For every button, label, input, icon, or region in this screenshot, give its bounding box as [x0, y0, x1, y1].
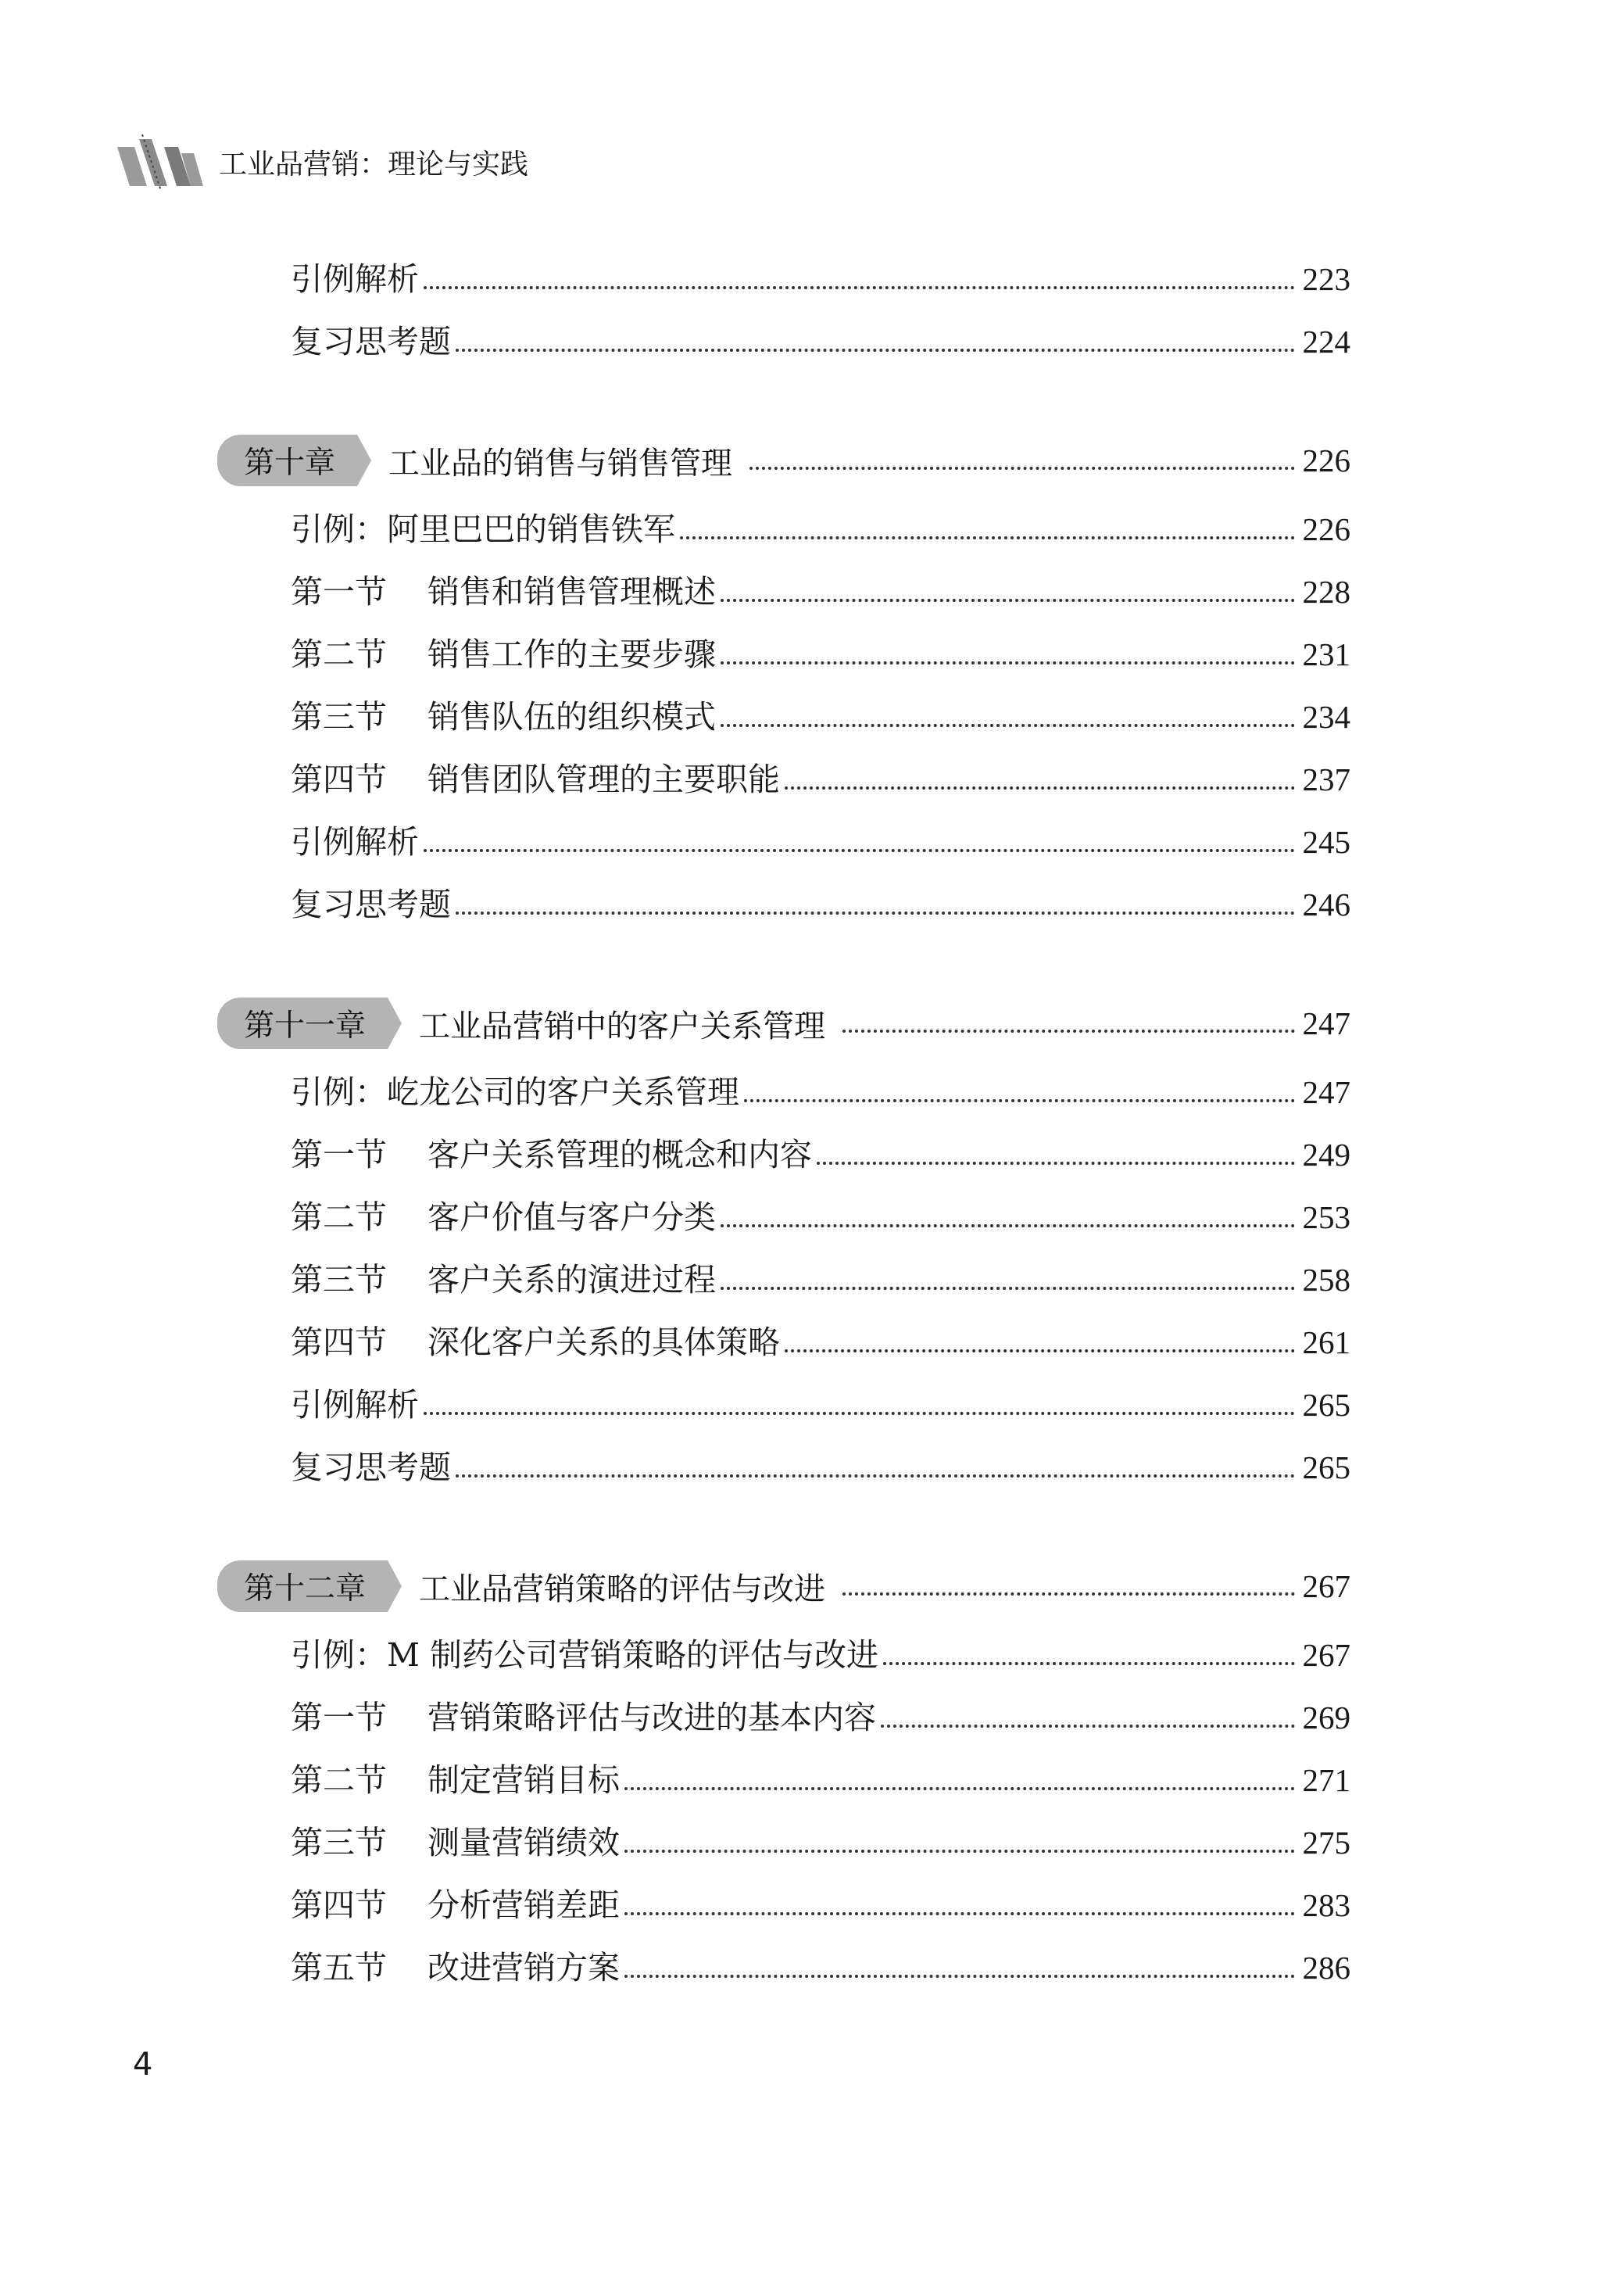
section-title: 客户关系的演进过程 [427, 1261, 716, 1298]
toc-entry-page: 246 [1302, 887, 1350, 922]
section-number: 第三节 [291, 1824, 387, 1861]
toc-entry-text: 引例解析 [291, 1386, 419, 1424]
toc-entry-page: 286 [1302, 1950, 1350, 1986]
chapter-page: 267 [1302, 1567, 1350, 1604]
dot-leader [624, 1975, 1295, 1978]
chapter-heading[interactable] [217, 435, 1350, 486]
toc-entry-page: 228 [1302, 574, 1350, 610]
chapter-page: 247 [1302, 1005, 1350, 1041]
dot-leader [456, 349, 1295, 352]
toc-entry-text [291, 1699, 876, 1736]
toc-entry[interactable] [291, 1623, 1350, 1674]
toc-entry-page: 253 [1302, 1199, 1350, 1235]
toc-entry[interactable] [291, 1435, 1350, 1484]
toc-entry-text: 引例：M 制药公司营销策略的评估与改进 [291, 1636, 879, 1674]
toc-entry[interactable] [291, 247, 1350, 296]
toc-entry[interactable] [291, 1685, 1350, 1734]
page-number: 4 [133, 2047, 153, 2083]
section-number: 第一节 [291, 1136, 387, 1173]
dot-leader [785, 786, 1295, 790]
toc-entry-page: 269 [1302, 1700, 1350, 1735]
dot-leader [424, 849, 1295, 852]
toc-entry-text [291, 1949, 620, 1986]
toc-entry-page: 265 [1302, 1387, 1350, 1423]
book-logo-icon [116, 131, 209, 194]
toc-entry-text: 引例解析 [291, 823, 419, 861]
section-title: 销售工作的主要步骤 [427, 636, 716, 673]
dot-leader [842, 1592, 1294, 1596]
dot-leader [624, 1787, 1295, 1790]
toc-entry-text [291, 1886, 620, 1924]
toc-entry[interactable] [291, 1248, 1350, 1296]
toc-entry-page: 234 [1302, 699, 1350, 735]
toc-entry-text [291, 1198, 716, 1236]
dot-leader [680, 536, 1295, 539]
section-number: 第二节 [291, 1198, 387, 1236]
chapter-title: 工业品的销售与销售管理 [388, 445, 733, 482]
toc-entry-text [291, 636, 716, 673]
dot-leader [744, 1099, 1295, 1102]
section-number: 第三节 [291, 1261, 387, 1298]
toc-entry-page: 226 [1302, 511, 1350, 547]
section-title: 分析营销差距 [427, 1886, 620, 1924]
toc-entry[interactable] [291, 1811, 1350, 1859]
toc-entry-text [291, 698, 716, 736]
dot-leader [424, 286, 1295, 289]
section-number: 第二节 [291, 636, 387, 673]
toc-entry-text: 复习思考题 [291, 886, 451, 923]
section-number: 第四节 [291, 1324, 387, 1361]
section-number: 第一节 [291, 1699, 387, 1736]
section-title: 制定营销目标 [427, 1761, 620, 1799]
toc-entry-text [291, 1824, 620, 1861]
toc-entry-text: 引例：屹龙公司的客户关系管理 [291, 1073, 739, 1111]
section-title: 销售和销售管理概述 [427, 573, 716, 611]
dot-leader [624, 1912, 1295, 1915]
section-title: 测量营销绩效 [427, 1824, 620, 1861]
section-title: 改进营销方案 [427, 1949, 620, 1986]
toc-entry-text: 复习思考题 [291, 323, 451, 360]
section-number: 第一节 [291, 573, 387, 611]
toc-entry-text [291, 1261, 716, 1298]
toc-entry-page: 267 [1302, 1637, 1350, 1673]
chapter-heading[interactable] [217, 998, 1350, 1049]
toc-entry[interactable] [291, 560, 1350, 611]
toc-entry-text [291, 573, 716, 611]
toc-entry-text [291, 1136, 812, 1173]
dot-leader [721, 1287, 1295, 1290]
dot-leader [749, 467, 1294, 470]
section-number: 第五节 [291, 1949, 387, 1986]
dot-leader [721, 724, 1295, 727]
dot-leader [456, 1474, 1295, 1478]
toc-entry-page: 223 [1302, 261, 1350, 297]
toc-entry[interactable] [291, 1310, 1350, 1359]
toc-entry[interactable] [291, 872, 1350, 921]
running-header-title: 工业品营销：理论与实践 [219, 149, 529, 181]
toc-entry[interactable] [291, 1873, 1350, 1922]
dot-leader [881, 1725, 1295, 1728]
section-number: 第四节 [291, 1886, 387, 1924]
dot-leader [721, 1224, 1295, 1227]
toc-entry-text [291, 761, 780, 798]
chapter-heading[interactable] [217, 1560, 1350, 1612]
section-title: 营销策略评估与改进的基本内容 [427, 1699, 876, 1736]
dot-leader [624, 1850, 1295, 1853]
section-title: 客户关系管理的概念和内容 [427, 1136, 812, 1173]
chapter-number-tab: 第十二章 [217, 1560, 388, 1612]
toc-entry[interactable] [291, 1185, 1350, 1234]
toc-entry-page: 271 [1302, 1762, 1350, 1798]
toc-entry[interactable] [291, 1373, 1350, 1424]
section-title: 销售团队管理的主要职能 [427, 761, 780, 798]
toc-entry-page: 237 [1302, 761, 1350, 797]
toc-entry[interactable] [291, 1936, 1350, 1984]
running-header [116, 131, 819, 194]
toc-entry-page: 261 [1302, 1324, 1350, 1360]
chapter-title: 工业品营销中的客户关系管理 [419, 1008, 826, 1044]
section-title: 客户价值与客户分类 [427, 1198, 716, 1236]
section-number: 第二节 [291, 1761, 387, 1799]
toc-entry-text [291, 1761, 620, 1799]
toc-entry[interactable] [291, 622, 1350, 671]
toc-entry-page: 265 [1302, 1449, 1350, 1485]
toc-entry-page: 275 [1302, 1825, 1350, 1861]
chapter-page: 226 [1302, 442, 1350, 478]
toc-entry[interactable] [291, 1060, 1350, 1109]
dot-leader [424, 1412, 1295, 1415]
section-number: 第四节 [291, 761, 387, 798]
toc-entry-page: 224 [1302, 324, 1350, 360]
toc-entry-text: 复习思考题 [291, 1449, 451, 1486]
toc-entry-page: 231 [1302, 636, 1350, 672]
toc-entry[interactable] [291, 810, 1350, 861]
section-title: 深化客户关系的具体策略 [427, 1324, 780, 1361]
toc-entry-text: 引例：阿里巴巴的销售铁军 [291, 510, 675, 548]
toc-entry[interactable] [291, 685, 1350, 736]
section-title: 销售队伍的组织模式 [427, 698, 716, 736]
dot-leader [842, 1030, 1294, 1033]
dot-leader [456, 912, 1295, 915]
toc-entry[interactable] [291, 1748, 1350, 1799]
toc-entry-page: 258 [1302, 1262, 1350, 1298]
toc-entry-page: 245 [1302, 824, 1350, 860]
toc-entry[interactable] [291, 747, 1350, 796]
chapter-title: 工业品营销策略的评估与改进 [419, 1571, 826, 1607]
toc-entry[interactable] [291, 497, 1350, 546]
dot-leader [883, 1662, 1294, 1665]
toc-entry-page: 249 [1302, 1137, 1350, 1173]
dot-leader [721, 661, 1295, 664]
section-number: 第三节 [291, 698, 387, 736]
toc-entry-text [291, 1324, 780, 1361]
chapter-number-tab: 第十一章 [217, 998, 388, 1049]
toc-entry[interactable] [291, 1123, 1350, 1171]
toc-entry-page: 283 [1302, 1887, 1350, 1923]
chapter-number-tab: 第十章 [217, 435, 357, 486]
dot-leader [817, 1162, 1295, 1165]
toc-entry[interactable] [291, 310, 1350, 358]
dot-leader [721, 599, 1295, 602]
toc-entry-text: 引例解析 [291, 260, 419, 298]
toc-entry-page: 247 [1302, 1074, 1350, 1110]
dot-leader [785, 1349, 1295, 1352]
